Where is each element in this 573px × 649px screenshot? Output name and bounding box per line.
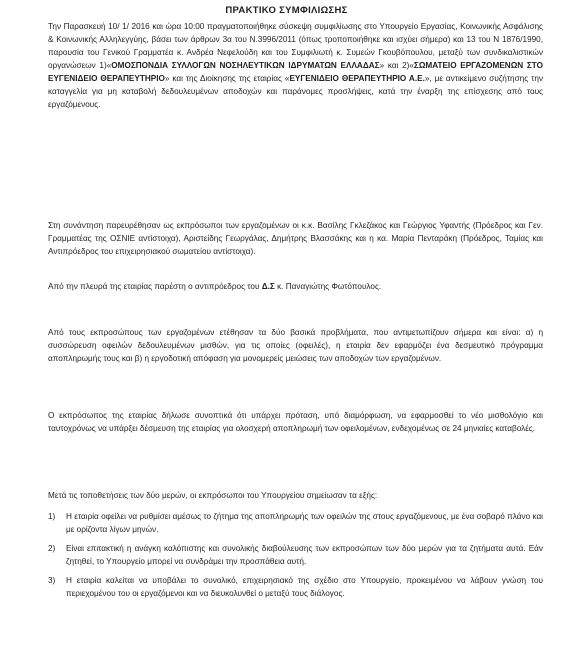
list-item-number: 1) — [48, 512, 56, 521]
paragraph-worker-representatives: Στη συνάντηση παρευρέθησαν ως εκπρόσωποι των εργαζομένων οι κ.κ. Βασίλης Γκλεζάκος και Γεώργιος Υφαντής (Πρόεδρος και Γεν. Γραμματέας της ΟΣΝΙΕ αντίστοιχα), Αριστείδης Γεωργάλας, Δημήτρης Βλασσάκης και η κα. Μαρία Πενταράκη (Πρόεδρος, Ταμίας και Αντιπρόεδρος του επιχειρησιακού σωματείου αντίστοιχα). — [48, 221, 543, 256]
p3-text-1: Από την πλευρά της εταιρίας παρέστη ο αντιπρόεδρος του — [48, 282, 262, 291]
p3-board: Δ.Σ — [261, 282, 275, 291]
p1-text-4: », με αντικείμενο συζήτησης την καταγγελία για μη καταβολή δεδουλευμένων αποδοχών και παράνομες προσλήψεις, κατά την έναρξη της επίσχεσης από τους εργαζόμενους. — [48, 74, 543, 109]
p1-text-1: Την Παρασκευή 10/ 1/ 2016 και ώρα 10:00 πραγματοποιήθηκε σύσκεψη συμφιλίωσης στο Υπουργείο Εργασίας, Κοινωνικής Ασφάλισης & Κοινωνικής Αλληλεγγύης, βάσει των άρθρων 3α του Ν.3996/2011 (όπως τροποποιήθηκε και ισχύει σήμερα) και 13 του Ν 1876/1990, παρουσία του Γενικού Γραμματέα κ. Ανδρέα Νεφελούδη και του Συμφιλιωτή κ. Συμεών Γκουβόπουλου, μεταξύ των συνδικαλιστικών οργανώσεων 1)« — [48, 22, 543, 70]
document-title: ΠΡΑΚΤΙΚΟ ΣΥΜΦΙΛΙΩΣΗΣ — [225, 5, 348, 16]
ministry-points-list — [48, 510, 543, 606]
list-item — [48, 574, 543, 600]
paragraph-problems: Από τους εκπροσώπους των εργαζομένων ετέθησαν τα δύο βασικά προβλήματα, που αντιμετωπίζουν σήμερα και είναι: α) η συσσώρευση οφειλών δεδουλευμένων μισθών, για τις οποίες (οφειλές), η εταιρία δεν εφαρμόζει ένα δεσμευτικό πρόγραμμα αποπληρωμής τους και β) η εργοδοτική απόφαση για μονομερείς μειώσεις των αποδοχών των εργαζομένων. — [48, 328, 543, 363]
paragraph-meeting-details — [48, 20, 543, 111]
list-item — [48, 542, 543, 568]
list-item-number: 3) — [48, 576, 56, 585]
p1-org-2: ΣΩΜΑΤΕΙΟ ΕΡΓΑΖΟΜΕΝΩΝ ΣΤΟ ΕΥΓΕΝΙΔΕΙΟ ΘΕΡΑΠΕΥΤΗΡΙΟ — [48, 61, 544, 83]
p3-text-2: κ. Παναγιώτης Φωτόπουλος. — [274, 282, 382, 291]
p1-text-2: » και 2)« — [379, 61, 414, 70]
paragraph-ministry-intro: Μετά τις τοποθετήσεις των δύο μερών, οι εκπρόσωποι του Υπουργείου σημείωσαν τα εξής: — [48, 491, 378, 500]
p1-company: ΕΥΓΕΝΙΔΕΙΟ ΘΕΡΑΠΕΥΤΗΡΙΟ Α.Ε. — [289, 74, 425, 83]
paragraph-company-representative — [48, 280, 543, 293]
list-item-text: Είναι επιτακτική η ανάγκη καλόπιστης και συνολικής διαβούλευσης των εκπροσώπων των δύο μερών για τα ζητήματα αυτά. Εάν ζητηθεί, το Υπουργείο μπορεί να συνδράμει την προσπάθεια αυτή. — [66, 544, 543, 566]
p1-org-1: ΟΜΟΣΠΟΝΔΙΑ ΣΥΛΛΟΓΩΝ ΝΟΣΗΛΕΥΤΙΚΩΝ ΙΔΡΥΜΑΤΩΝ ΕΛΛΑΔΑΣ — [111, 61, 380, 70]
p1-text-3: » και της Διοίκησης της εταιρίας « — [164, 74, 290, 83]
list-item — [48, 510, 543, 536]
list-item-number: 2) — [48, 544, 56, 553]
paragraph-company-proposal: Ο εκπρόσωπος της εταιρίας δήλωσε συνοπτικά ότι υπάρχει πρόταση, υπό διαμόρφωση, να εφαρμοσθεί το νέο μισθολόγιο και ταυτοχρόνως να υπάρξει δέσμευση της εταιρίας για ολοσχερή αποπληρωμή των οφειλομένων, ενδεχομένως σε 24 μηνιαίες καταβολές. — [48, 411, 543, 433]
list-item-text: Η εταιρία οφείλει να ρυθμίσει αμέσως το ζήτημα της αποπληρωμής των οφειλών της στους εργαζόμενους, με ένα σοβαρό πλάνο και με ορίζοντα λίγων μηνών. — [66, 512, 543, 534]
list-item-text: Η εταιρία καλείται να υποβάλει το συνολικό, επιχειρησιακό της σχέδιο στο Υπουργείο, προκειμένου να λάβουν γνώση του περιεχομένου του οι εργαζόμενοι και να διευκολυνθεί ο μεταξύ τους διάλογος. — [66, 576, 543, 598]
